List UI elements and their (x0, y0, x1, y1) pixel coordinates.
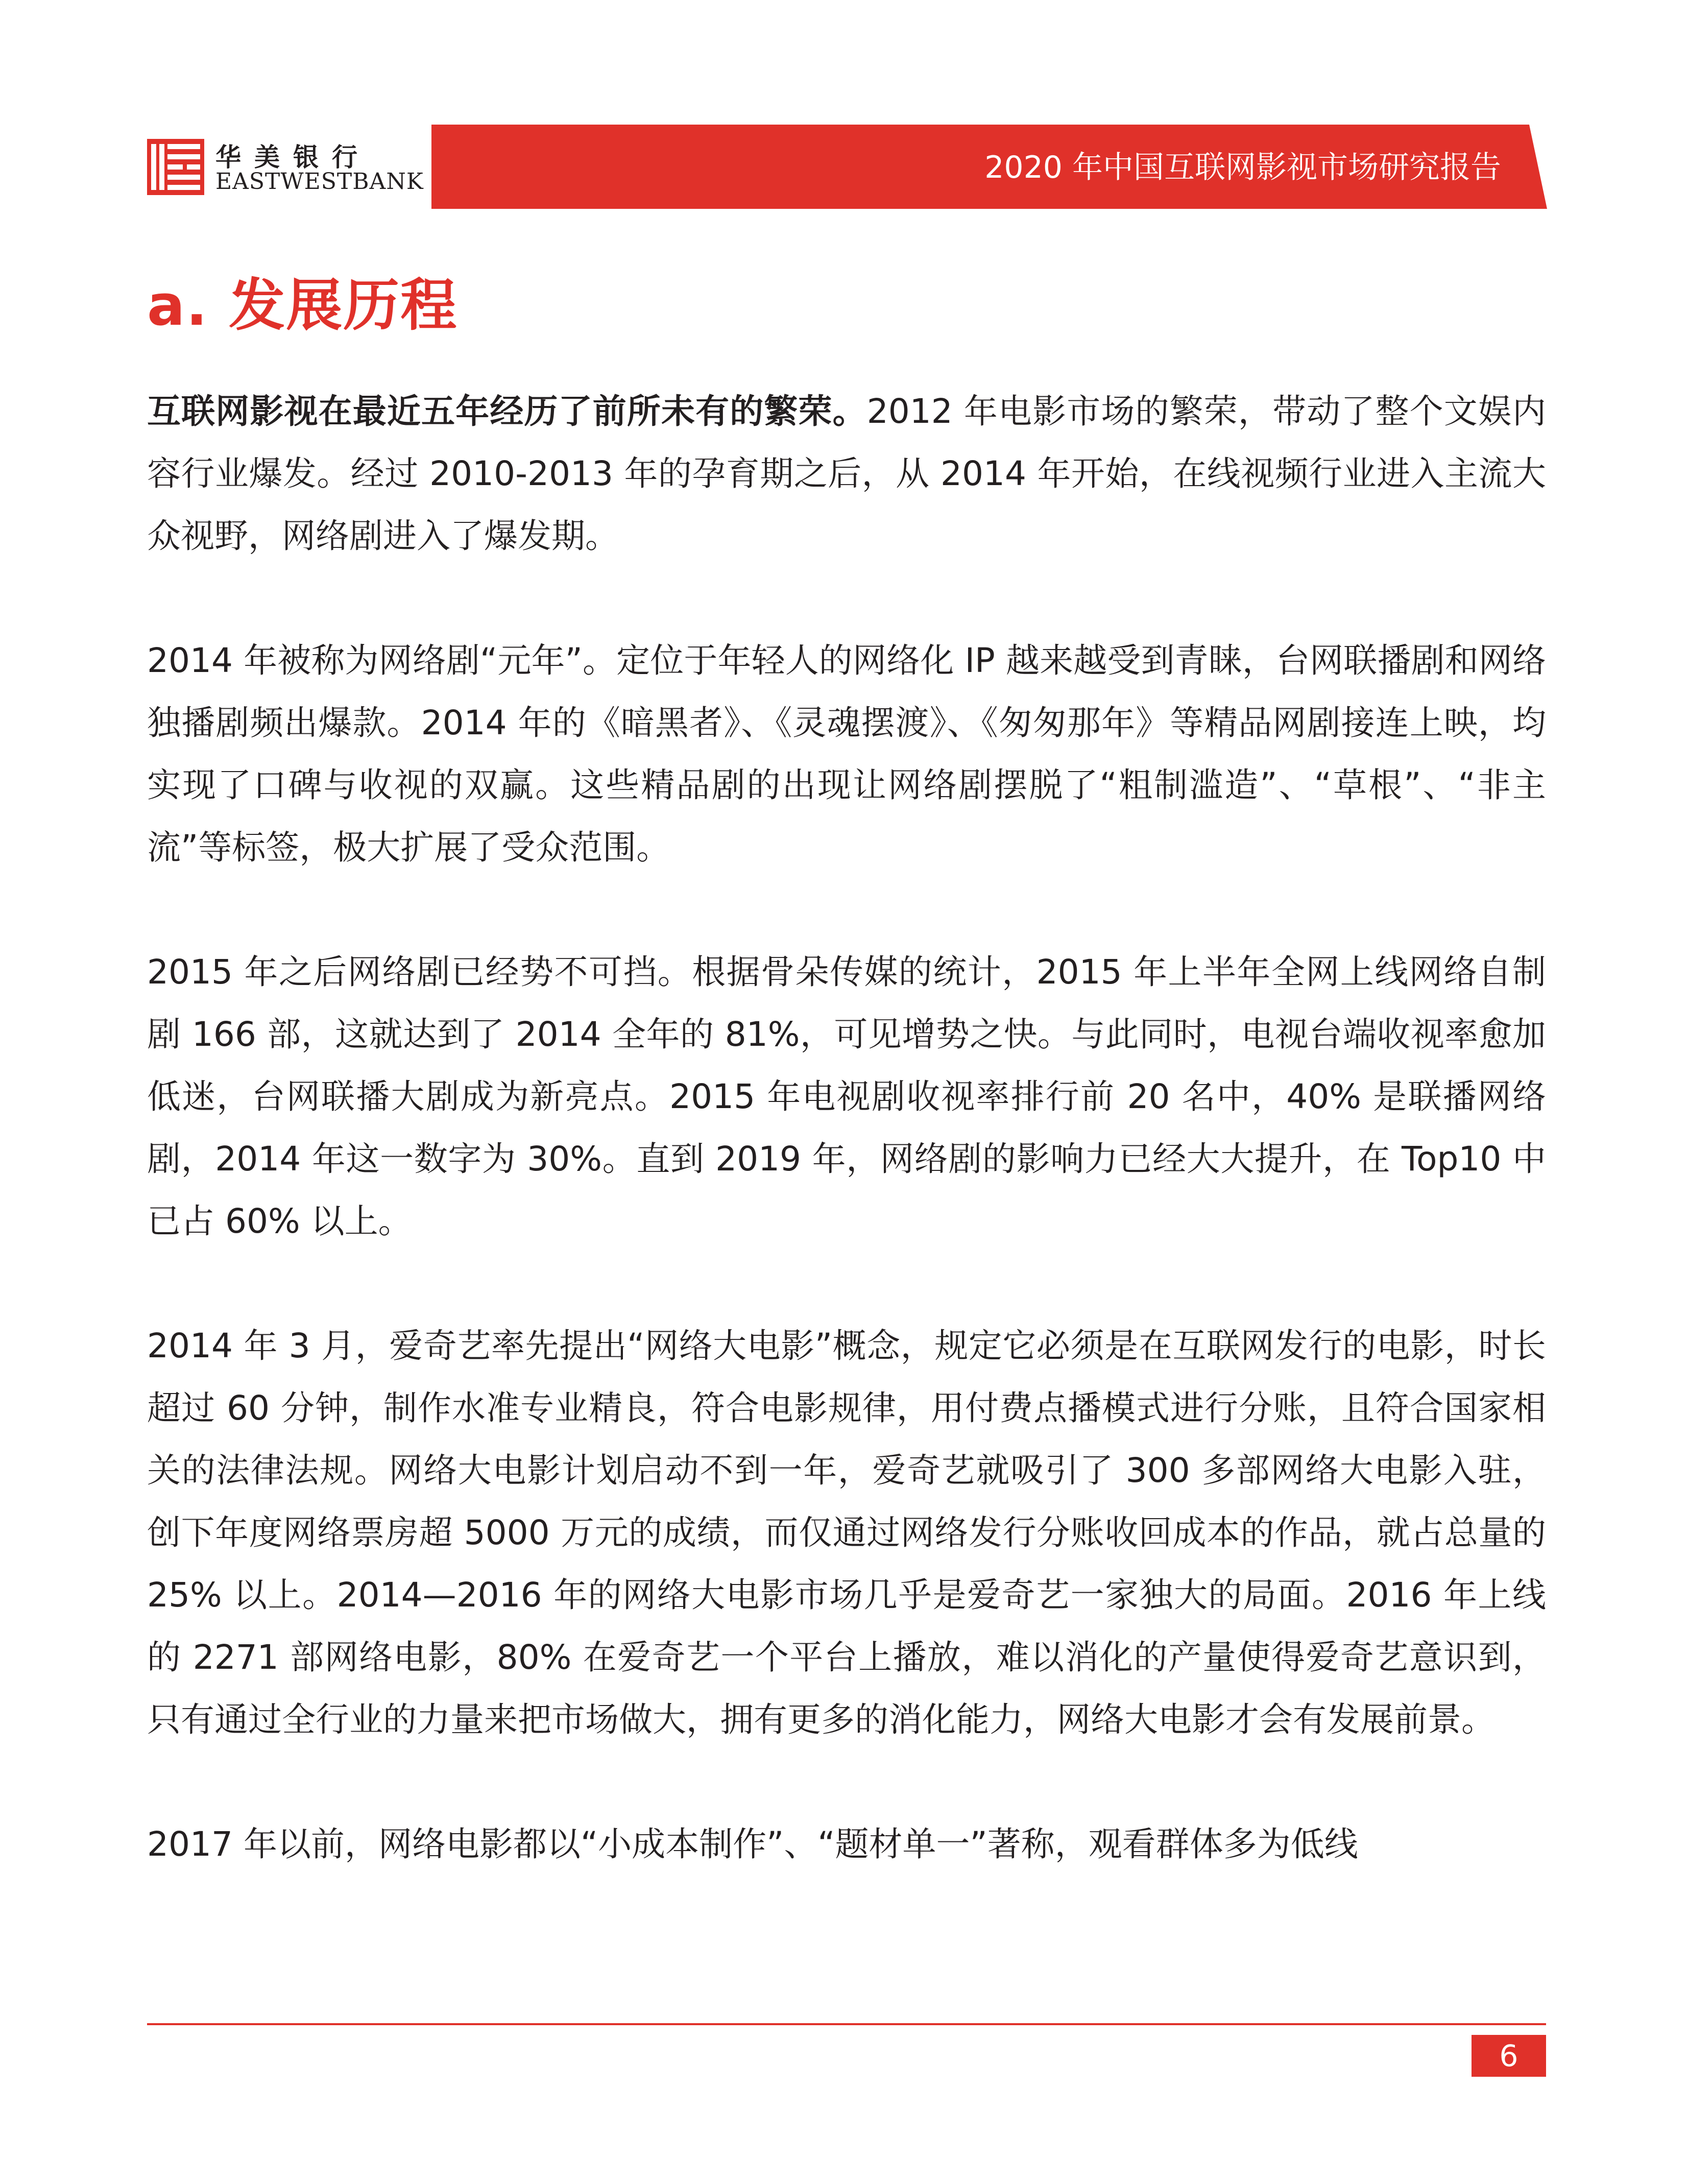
paragraph-5: 2017 年以前，网络电影都以“小成本制作”、“题材单一”著称，观看群体多为低线 (147, 1825, 1358, 1864)
bank-name-en: EASTWESTBANK (215, 169, 424, 195)
paragraph-lead: 互联网影视在最近五年经历了前所未有的繁荣。 (147, 392, 867, 431)
paragraph-3: 2015 年之后网络剧已经势不可挡。根据骨朵传媒的统计，2015 年上半年全网上线网络自制剧 166 部，这就达到了 2014 全年的 81%，可见增势之快。与此同时，电视台端收视率愈加低迷，台网联播大剧成为新亮点。2015 年电视剧收视率排行前 20 名中，40% 是联播网络剧，2014 年这一数字为 30%。直到 2019 年，网络剧的影响力已经大大提升，在 Top10 中已占 60% 以上。 (147, 952, 1546, 1241)
report-title: 2020 年中国互联网影视市场研究报告 (984, 150, 1501, 185)
paragraph-text: 2012 年电影市场的繁荣，带动了整个文娱内容行业爆发。经过 2010-2013 年的孕育期之后，从 2014 年开始，在线视频行业进入主流大众视野，网络剧进入了爆发期。 (147, 392, 1546, 556)
footer-divider (147, 2023, 1546, 2025)
paragraph-1 (147, 380, 1546, 567)
paragraph-2: 2014 年被称为网络剧“元年”。定位于年轻人的网络化 IP 越来越受到青睐，台网联播剧和网络独播剧频出爆款。2014 年的《暗黑者》、《灵魂摆渡》、《匆匆那年》等精品网剧接连上映，均实现了口碑与收视的双赢。这些精品剧的出现让网络剧摆脱了“粗制滥造”、“草根”、“非主流”等标签，极大扩展了受众范围。 (147, 641, 1546, 867)
eastwestbank-logo-icon (147, 139, 204, 195)
bank-name-cn: 华美银行 (215, 142, 371, 172)
bank-logo (147, 137, 433, 198)
article-body (147, 380, 1546, 1876)
section-heading: a. 发展历程 (147, 273, 458, 338)
paragraph-4: 2014 年 3 月，爱奇艺率先提出“网络大电影”概念，规定它必须是在互联网发行的电影，时长超过 60 分钟，制作水准专业精良，符合电影规律，用付费点播模式进行分账，且符合国家相关的法律法规。网络大电影计划启动不到一年，爱奇艺就吸引了 300 多部网络大电影入驻，创下年度网络票房超 5000 万元的成绩，而仅通过网络发行分账收回成本的作品，就占总量的 25% 以上。2014—2016 年的网络大电影市场几乎是爱奇艺一家独大的局面。2016 年上线的 2271 部网络电影，80% 在爱奇艺一个平台上播放，难以消化的产量使得爱奇艺意识到，只有通过全行业的力量来把市场做大，拥有更多的消化能力，网络大电影才会有发展前景。 (147, 1326, 1546, 1739)
page-number: 6 (1472, 2035, 1546, 2077)
header-band (431, 125, 1547, 209)
